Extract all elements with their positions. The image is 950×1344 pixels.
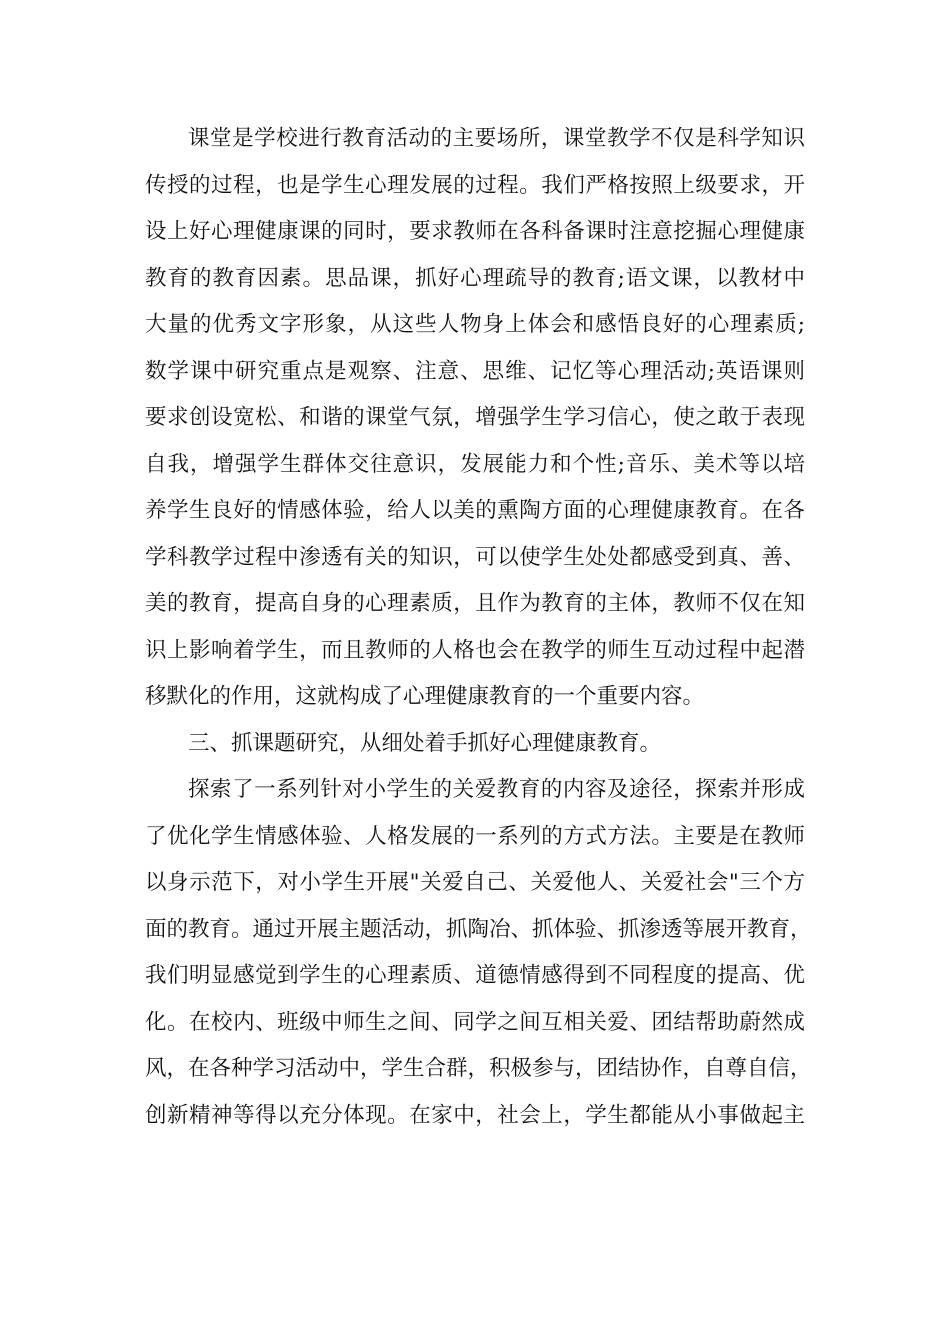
text-line: 移默化的作用，这就构成了心理健康教育的一个重要内容。 xyxy=(145,684,705,709)
text-line: 面的教育。通过开展主题活动，抓陶冶、抓体验、抓渗透等展开教育， xyxy=(145,916,812,942)
text-line: 风，在各种学习活动中，学生合群，积极参与，团结协作，自尊自信， xyxy=(145,1056,812,1081)
text-line: 要求创设宽松、和谐的课堂气氛，增强学生学习信心，使之敢于表现 xyxy=(145,405,805,430)
text-line: 自我，增强学生群体交往意识，发展能力和个性;音乐、美术等以培 xyxy=(145,451,805,477)
text-line: 数学课中研究重点是观察、注意、思维、记忆等心理活动;英语课则 xyxy=(145,358,805,384)
text-line: 教育的教育因素。思品课，抓好心理疏导的教育;语文课，以教材中 xyxy=(145,265,805,291)
text-line: 我们明显感觉到学生的心理素质、道德情感得到不同程度的提高、优 xyxy=(145,963,805,988)
text-line: 养学生良好的情感体验，给人以美的熏陶方面的心理健康教育。在各 xyxy=(145,498,805,523)
text-line: 化。在校内、班级中师生之间、同学之间互相关爱、团结帮助蔚然成 xyxy=(145,1009,805,1035)
text-line: 识上影响着学生，而且教师的人格也会在教学的师生互动过程中起潜 xyxy=(145,637,805,663)
text-line: 课堂是学校进行教育活动的主要场所，课堂教学不仅是科学知识 xyxy=(188,126,805,151)
text-line: 探索了一系列针对小学生的关爱教育的内容及途径，探索并形成 xyxy=(188,777,805,802)
paragraph-classroom xyxy=(145,116,805,721)
text-line: 创新精神等得以充分体现。在家中，社会上，学生都能从小事做起主 xyxy=(145,1102,805,1128)
text-line: 三、抓课题研究，从细处着手抓好心理健康教育。 xyxy=(188,730,662,756)
document-body xyxy=(145,116,812,1139)
paragraph-exploration xyxy=(145,767,812,1139)
text-line: 设上好心理健康课的同时，要求教师在各科备课时注意挖掘心理健康 xyxy=(145,219,805,244)
text-line: 了优化学生情感体验、人格发展的一系列的方式方法。主要是在教师 xyxy=(145,823,805,849)
text-line: 学科教学过程中渗透有关的知识，可以使学生处处都感受到真、善、 xyxy=(145,544,805,570)
text-line: 美的教育，提高自身的心理素质，且作为教育的主体，教师不仅在知 xyxy=(145,591,805,616)
section-heading-three xyxy=(145,721,805,768)
text-line: 传授的过程，也是学生心理发展的过程。我们严格按照上级要求，开 xyxy=(145,172,805,198)
text-line: 大量的优秀文字形象，从这些人物身上体会和感悟良好的心理素质; xyxy=(145,312,805,337)
text-line: 以身示范下，对小学生开展"关爱自己、关爱他人、关爱社会"三个方 xyxy=(145,870,805,895)
